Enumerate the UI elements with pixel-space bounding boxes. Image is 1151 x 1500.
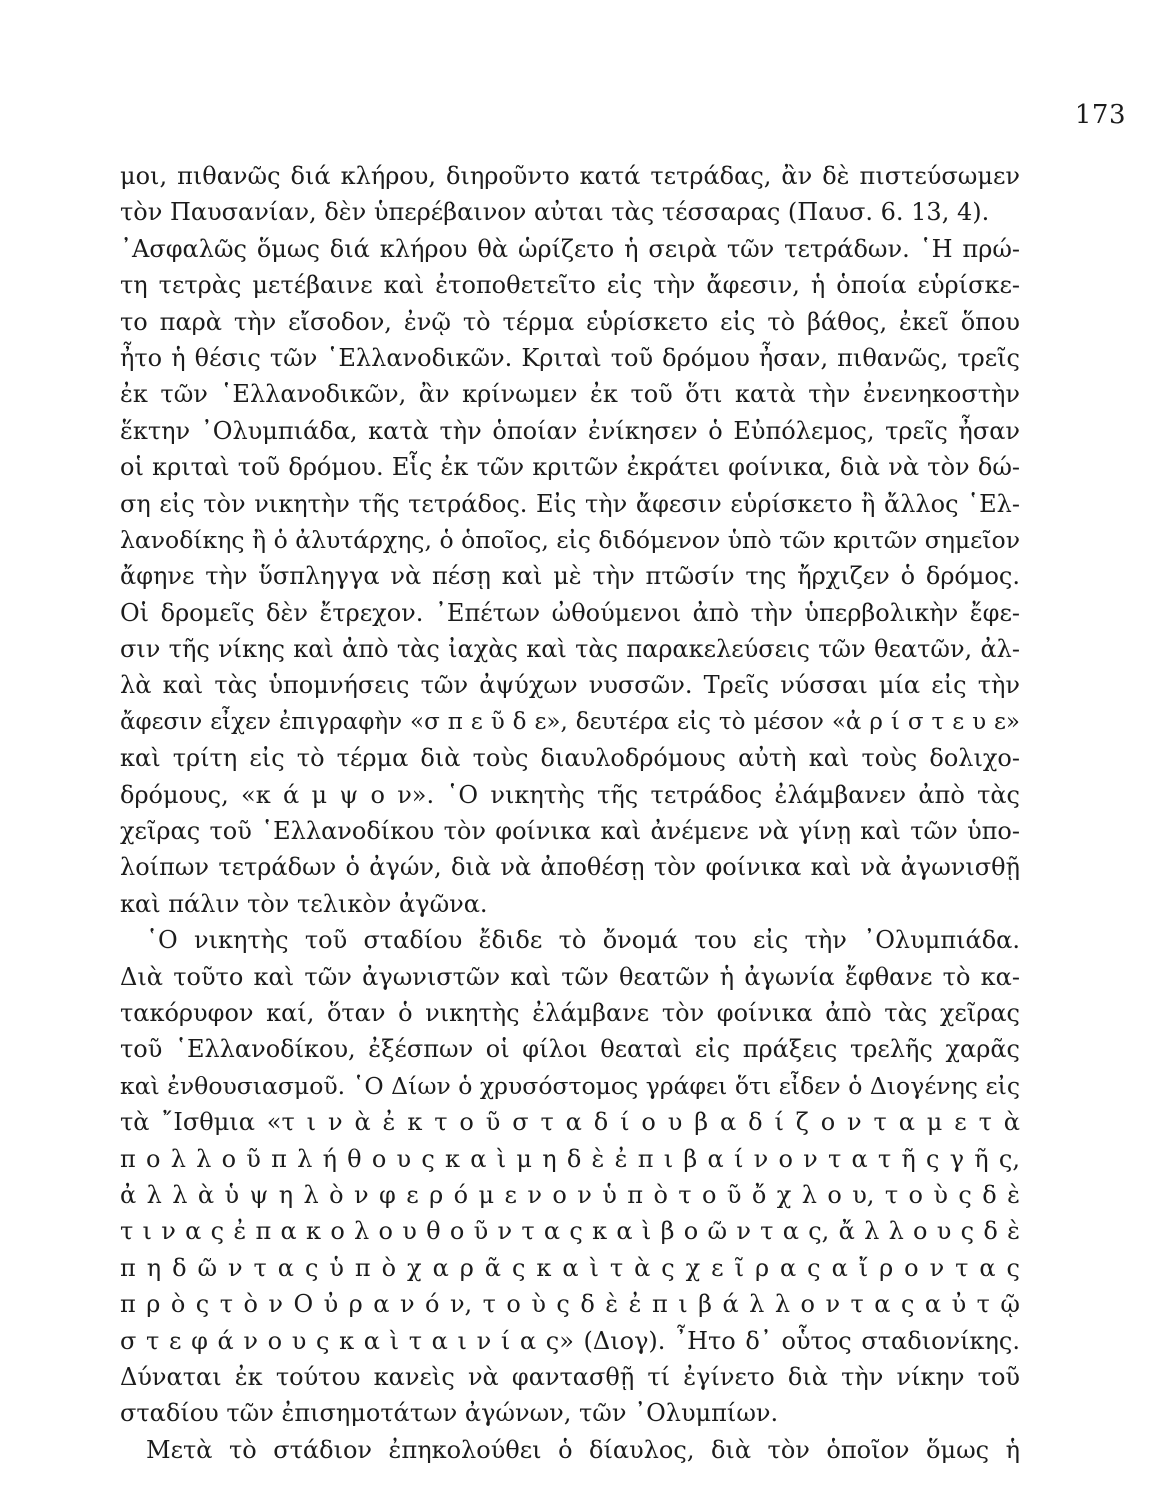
text-line: σιν τῆς νίκης καὶ ἀπὸ τὰς ἰαχὰς καὶ τὰς παρακελεύσεις τῶν θεατῶν, ἀλ- xyxy=(120,635,1020,664)
text-line: καὶ ἐνθουσιασμοῦ. ῾Ο Δίων ὁ χρυσόστομος γράφει ὅτι εἶδεν ὁ Διογένης εἰς xyxy=(120,1071,1020,1100)
text-line: τὸν Παυσανίαν, δὲν ὑπερέβαινον αὐται τὰς τέσσαρας (Παυσ. 6. 13, 4). xyxy=(120,198,990,227)
body-text xyxy=(120,158,1020,1468)
text-line: ἄφηνε τὴν ὕσπληγγα νὰ πέσῃ καὶ μὲ τὴν πτῶσίν της ἤρχιζεν ὁ δρόμος. xyxy=(120,562,1020,591)
text-line: το παρὰ τὴν εἴσοδον, ἐνῷ τὸ τέρμα εὑρίσκετο εἰς τὸ βάθος, ἐκεῖ ὅπου xyxy=(120,307,1020,336)
spaced-quote-line: π ο λ λ ο ῦ π λ ή θ ο υ ς κ α ὶ μ η δ ὲ ἐ π ι β α ί ν ο ν τ α τ ῆ ς γ ῆ ς, xyxy=(120,1144,1020,1173)
text-line: Δύναται ἐκ τούτου κανεὶς νὰ φαντασθῇ τί ἐγίνετο διὰ τὴν νίκην τοῦ xyxy=(120,1362,1020,1391)
spaced-quote-line: π η δ ῶ ν τ α ς ὑ π ὸ χ α ρ ᾶ ς κ α ὶ τ ὰ ς χ ε ῖ ρ α ς α ἴ ρ ο ν τ α ς xyxy=(120,1253,1020,1282)
text-line: ἐκ τῶν ῾Ελλανοδικῶν, ἂν κρίνωμεν ἐκ τοῦ ὅτι κατὰ τὴν ἐνενηκοστὴν xyxy=(120,380,1020,409)
text-line: λανοδίκης ἢ ὁ ἀλυτάρχης, ὁ ὁποῖος, εἰς διδόμενον ὑπὸ τῶν κριτῶν σημεῖον xyxy=(120,525,1020,554)
spaced-quote-line: ἀ λ λ ὰ ὑ ψ η λ ὸ ν φ ε ρ ό μ ε ν ο ν ὑ π ὸ τ ο ῦ ὄ χ λ ο υ, τ ο ὺ ς δ ὲ xyxy=(120,1180,1020,1209)
text-line: τοῦ ῾Ελλανοδίκου, ἐξέσπων οἱ φίλοι θεαταὶ εἰς πράξεις τρελῆς χαρᾶς xyxy=(120,1035,1020,1064)
text-line: καὶ πάλιν τὸν τελικὸν ἀγῶνα. xyxy=(120,889,488,918)
text-line: ἕκτην ᾿Ολυμπιάδα, κατὰ τὴν ὁποίαν ἐνίκησεν ὁ Εὐπόλεμος, τρεῖς ἦσαν xyxy=(120,416,1020,445)
text-line: ἄφεσιν εἶχεν ἐπιγραφὴν «σ π ε ῦ δ ε», δευτέρα εἰς τὸ μέσον «ἀ ρ ί σ τ ε υ ε» xyxy=(120,708,1020,735)
text-line: μοι, πιθανῶς διά κλήρου, διηροῦντο κατά τετράδας, ἂν δὲ πιστεύσωμεν xyxy=(120,162,1020,190)
text-line: ᾿Ασφαλῶς ὅμως διά κλήρου θὰ ὡρίζετο ἡ σειρὰ τῶν τετράδων. ῾Η πρώ- xyxy=(120,234,1020,263)
paragraph-start-line: Μετὰ τὸ στάδιον ἐπηκολούθει ὁ δίαυλος, διὰ τὸν ὁποῖον ὅμως ἡ xyxy=(146,1435,1020,1464)
spaced-quote-line: σ τ ε φ ά ν ο υ ς κ α ὶ τ α ι ν ί α ς» (Διογ). ῏Ητο δ᾿ οὗτος σταδιονίκης. xyxy=(120,1326,1020,1355)
spaced-quote-line: τ ι ν α ς ἐ π α κ ο λ ο υ θ ο ῦ ν τ α ς κ α ὶ β ο ῶ ν τ α ς, ἄ λ λ ο υ ς δ ὲ xyxy=(120,1217,1020,1246)
spaced-quote-line: τὰ ῎Ισθμια «τ ι ν ὰ ἐ κ τ ο ῦ σ τ α δ ί ο υ β α δ ί ζ ο ν τ α μ ε τ ὰ xyxy=(120,1108,1020,1137)
text-line: σταδίου τῶν ἐπισημοτάτων ἀγώνων, τῶν ᾿Ολυμπίων. xyxy=(120,1399,779,1428)
text-line: λὰ καὶ τὰς ὑπομνήσεις τῶν ἀψύχων νυσσῶν. Τρεῖς νύσσαι μία εἰς τὴν xyxy=(120,671,1020,700)
text-line: δρόμους, «κ ά μ ψ ο ν». ῾Ο νικητὴς τῆς τετράδος ἐλάμβανεν ἀπὸ τὰς xyxy=(120,780,1020,809)
text-line: καὶ τρίτη εἰς τὸ τέρμα διὰ τοὺς διαυλοδρόμους αὐτὴ καὶ τοὺς δολιχο- xyxy=(120,744,1020,773)
text-line: Διὰ τοῦτο καὶ τῶν ἀγωνιστῶν καὶ τῶν θεατῶν ἡ ἀγωνία ἔφθανε τὸ κα- xyxy=(120,962,1020,991)
text-line: τακόρυφον καί, ὅταν ὁ νικητὴς ἐλάμβανε τὸν φοίνικα ἀπὸ τὰς χεῖρας xyxy=(120,998,1020,1027)
text-line: ση εἰς τὸν νικητὴν τῆς τετράδος. Εἰς τὴν ἄφεσιν εὑρίσκετο ἢ ἄλλος ῾Ελ- xyxy=(120,489,1020,518)
text-line: χεῖρας τοῦ ῾Ελλανοδίκου τὸν φοίνικα καὶ ἀνέμενε νὰ γίνῃ καὶ τῶν ὑπο- xyxy=(120,817,1020,846)
text-line: οἱ κριταὶ τοῦ δρόμου. Εἷς ἐκ τῶν κριτῶν ἐκράτει φοίνικα, διὰ νὰ τὸν δώ- xyxy=(120,453,1020,482)
paragraph-start-line: ῾Ο νικητὴς τοῦ σταδίου ἔδιδε τὸ ὄνομά του εἰς τὴν ᾿Ολυμπιάδα. xyxy=(146,926,1020,955)
text-line: λοίπων τετράδων ὁ ἀγών, διὰ νὰ ἀποθέσῃ τὸν φοίνικα καὶ νὰ ἀγωνισθῇ xyxy=(120,853,1020,882)
page-number: 173 xyxy=(1074,100,1126,130)
text-line: ἦτο ἡ θέσις τῶν ῾Ελλανοδικῶν. Κριταὶ τοῦ δρόμου ἦσαν, πιθανῶς, τρεῖς xyxy=(120,343,1020,372)
text-line: Οἱ δρομεῖς δὲν ἔτρεχον. ᾿Επέτων ὠθούμενοι ἀπὸ τὴν ὑπερβολικὴν ἔφε- xyxy=(120,598,1020,627)
text-line: τη τετρὰς μετέβαινε καὶ ἐτοποθετεῖτο εἰς τὴν ἄφεσιν, ἡ ὁποία εὑρίσκε- xyxy=(120,271,1020,300)
spaced-quote-line: π ρ ὸ ς τ ὸ ν Ο ὐ ρ α ν ό ν, τ ο ὺ ς δ ὲ ἐ π ι β ά λ λ ο ν τ α ς α ὐ τ ῷ xyxy=(120,1290,1020,1319)
